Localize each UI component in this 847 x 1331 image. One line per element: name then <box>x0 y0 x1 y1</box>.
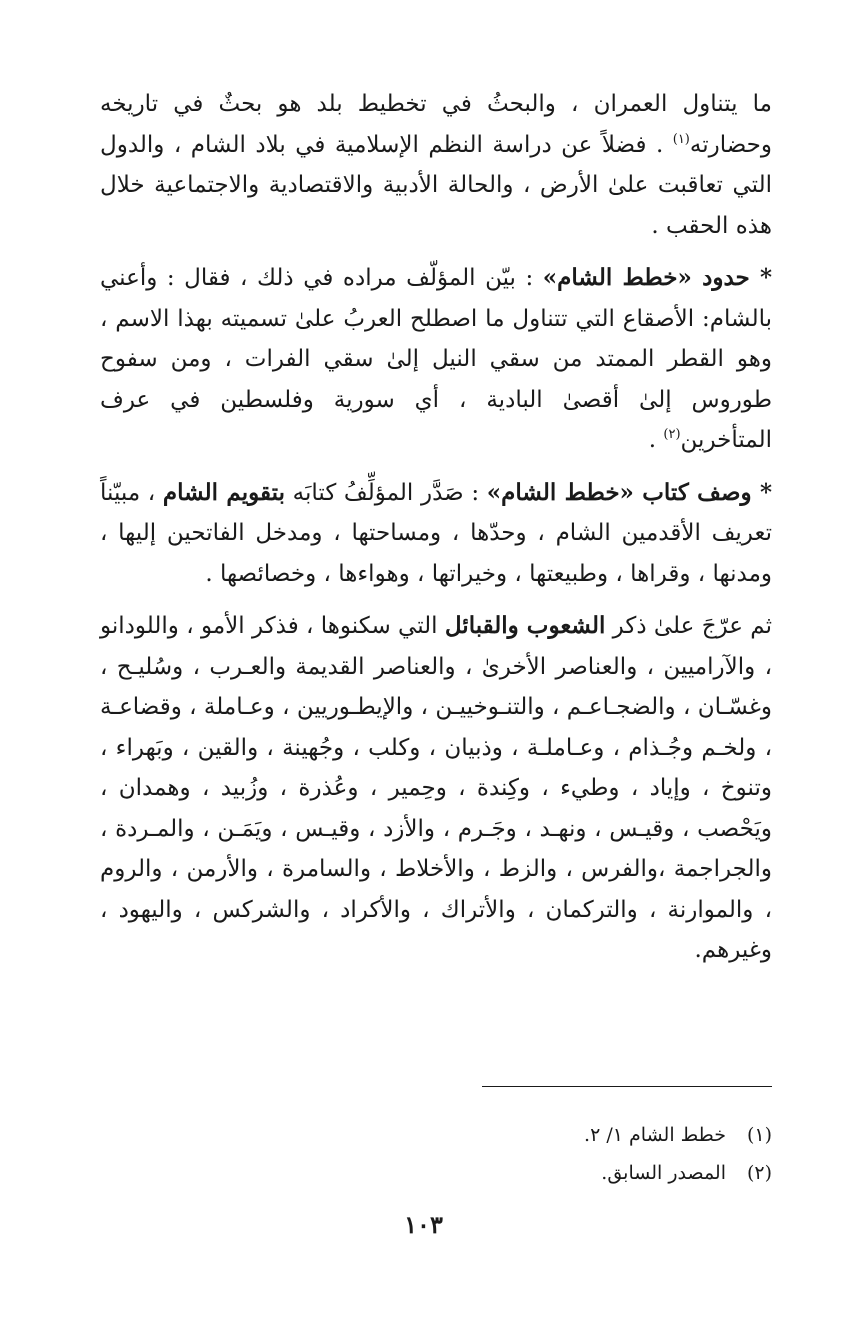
paragraph-1 <box>100 84 772 246</box>
footnote-divider <box>482 1086 772 1087</box>
paragraph-4-emphasis: الشعوب والقبائل <box>444 612 606 639</box>
footnotes <box>300 1116 772 1192</box>
paragraph-3 <box>100 473 772 595</box>
paragraph-1-text: ما يتناول العمران ، والبحثُ في تخطيط بلد هو بحثٌ في تاريخه وحضارته <box>100 91 772 158</box>
footnote-ref-2: (٢) <box>663 427 681 442</box>
page-number: ١٠٣ <box>404 1210 443 1239</box>
paragraph-1-text-cont: . فضلاً عن دراسة النظم الإسلامية في بلاد الشام ، والدول التي تعاقبت علىٰ الأرض ، والحالة الأدبية والاقتصادية والاجتماعية خلال هذه الحقب . <box>100 131 772 239</box>
footnote-number: (١) <box>746 1124 772 1146</box>
paragraph-3-text-cont: ، مبيّناً تعريف الأقدمين الشام ، وحدّها ، ومساحتها ، ومدخل الفاتحين إليها ، ومدنها ، وقراها ، وطبيعتها ، وخيراتها ، وهواءها ، وخصائصها . <box>100 479 772 587</box>
footnote-number: (٢) <box>746 1162 772 1184</box>
paragraph-4 <box>100 606 772 971</box>
paragraph-3-heading: * وصف كتاب «خطط الشام» <box>486 478 772 506</box>
footnote-2 <box>300 1154 772 1192</box>
paragraph-4-text-cont: التي سكنوها ، فذكر الأمو ، واللودانو ، والآراميين ، والعناصر الأخرىٰ ، والعناصر القديمة والعـرب ، وسُليـح ، وغسّـان ، والضجـاعـم ، والتنـوخييـن ، والإيطـوريين ، وعـاملة ، وقضاعـة ، ولخـم وجُـذام ، وعـاملـة ، وذبيان ، وكلب ، وجُهينة ، والقين ، وبَهراء ، وتنوخ ، وإياد ، وطيء ، وكِندة ، وحِمير ، وعُذرة ، وزُبيد ، وهمدان ، ويَحْصب ، وقيـس ، ونهـد ، وجَـرم ، والأزد ، وقيـس ، ويَمَـن ، والمـردة ، والجراجمة ،والفرس ، والزط ، والأخلاط ، والسامرة ، والأرمن ، والروم ، والموارنة ، والتركمان ، والأتراك ، والأكراد ، والشركس ، واليهود ، وغيرهم. <box>100 613 772 963</box>
paragraph-2 <box>100 258 772 461</box>
paragraph-3-text: : صَدَّر المؤلِّفُ كتابَه <box>284 479 487 506</box>
footnote-ref-1: (١) <box>672 131 690 147</box>
paragraph-2-heading: * حدود «خطط الشام» <box>542 264 772 291</box>
footnote-text: خطط الشام ١/ ٢. <box>584 1124 726 1146</box>
paragraph-3-emphasis: بتقويم الشام <box>162 478 285 506</box>
body-text <box>100 84 772 971</box>
footnote-text: المصدر السابق. <box>601 1162 726 1184</box>
footnote-1 <box>300 1116 772 1154</box>
paragraph-2-text-cont: . <box>648 427 664 453</box>
paragraph-2-text: : بيّن المؤلّف مراده في ذلك ، فقال : وأعني بالشام: الأصقاع التي تتناول ما اصطلح العربُ علىٰ تسميته بهذا الاسم ، وهو القطر الممتد من سقي النيل إلىٰ سقي الفرات ، ومن سفوح طوروس إلىٰ أقصىٰ البادية ، أي سورية وفلسطين في عرف المتأخرين <box>100 265 772 453</box>
paragraph-4-text: ثم عرّجَ علىٰ ذكر <box>605 613 772 639</box>
